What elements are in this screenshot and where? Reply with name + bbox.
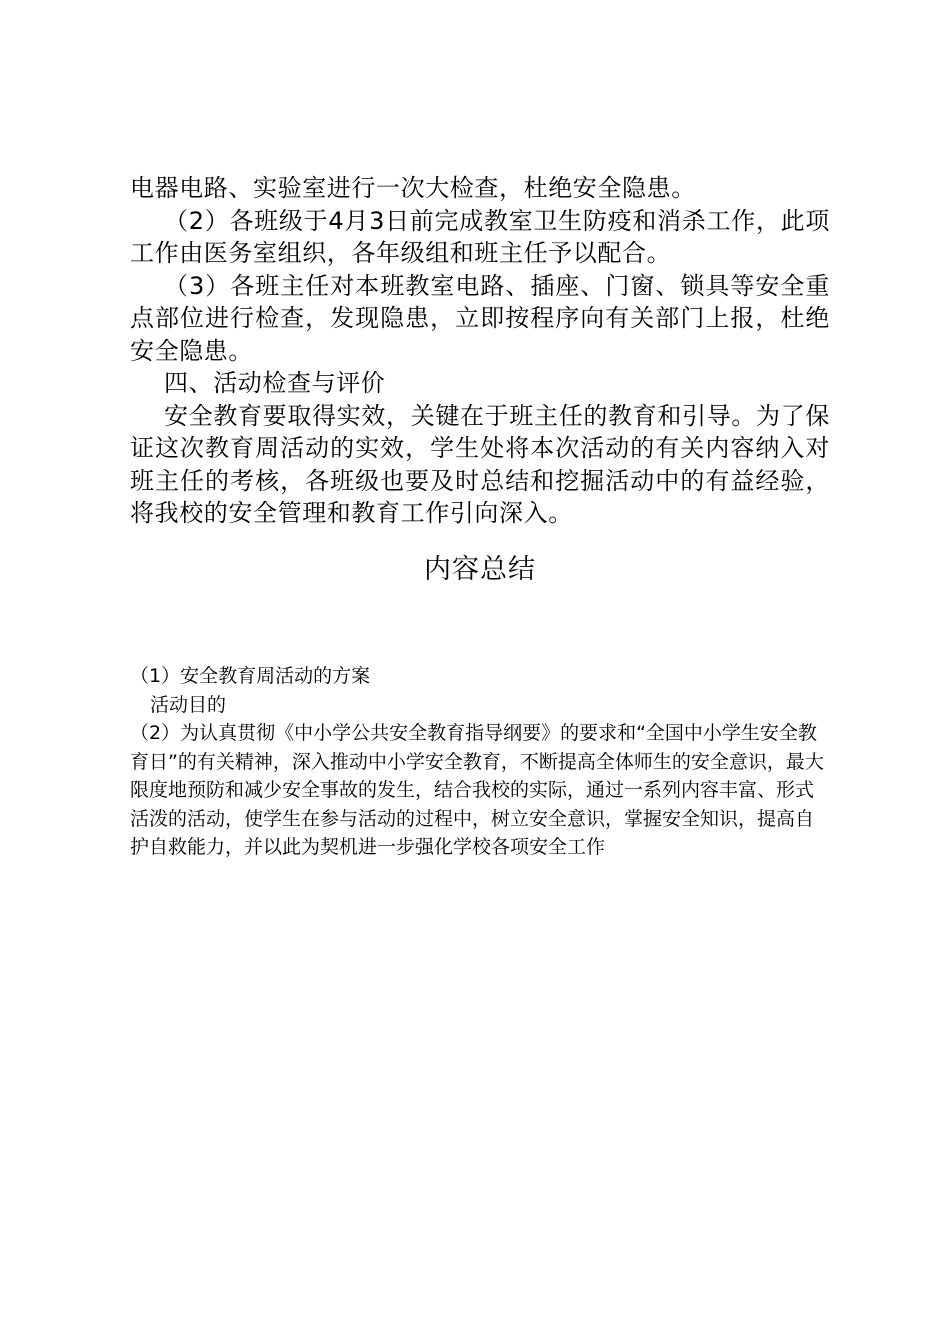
summary-title: 内容总结 [424, 554, 536, 585]
summary-item-purpose: 活动目的 [150, 693, 227, 716]
paragraph-continuation: 电器电路、实验室进行一次大检查，杜绝安全隐患。 [130, 174, 696, 202]
document-body [130, 172, 830, 530]
paragraph-item-3: （3）各班主任对本班教室电路、插座、门窗、锁具等安全重点部位进行检查，发现隐患，立即按程序向有关部门上报，杜绝安全隐患。 [130, 271, 830, 365]
paragraph-item-2: （2）各班级于4月3日前完成教室卫生防疫和消杀工作，此项工作由医务室组织，各年级组和班主任予以配合。 [130, 206, 830, 267]
summary-item-2: （2）为认真贯彻《中小学公共安全教育指导纲要》的要求和“全国中小学生安全教育日”的有关精神，深入推动中小学安全教育，不断提高全体师生的安全意识，最大限度地预防和减少安全事故的发生，结合我校的实际，通过一系列内容丰富、形式活泼的活动，使学生在参与活动的过程中，树立安全意识，掌握安全知识，提高自护自救能力，并以此为契机进一步强化学校各项安全工作 [130, 722, 824, 858]
section-heading-inspection: 四、活动检查与评价 [164, 369, 386, 397]
summary-body [130, 662, 830, 862]
paragraph-evaluation: 安全教育要取得实效，关键在于班主任的教育和引导。为了保证这次教育周活动的实效，学生处将本次活动的有关内容纳入对班主任的考核，各班级也要及时总结和挖掘活动中的有益经验，将我校的安全管理和教育工作引向深入。 [130, 401, 830, 527]
summary-item-1: （1）安全教育周活动的方案 [130, 665, 371, 687]
